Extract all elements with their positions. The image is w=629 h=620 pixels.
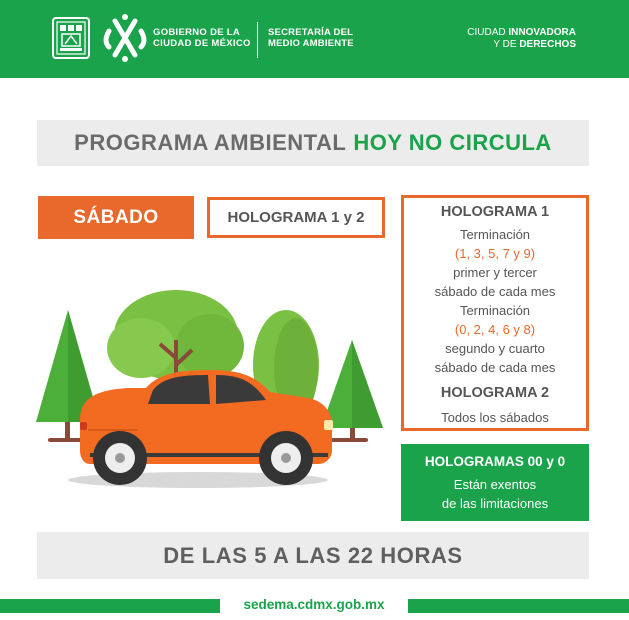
- exempt-line-2: de las limitaciones: [441, 496, 549, 511]
- terminacion-label-1: Terminación: [459, 227, 531, 242]
- title-banner: [37, 120, 589, 166]
- days-group-1-line-1: primer y tercer: [453, 265, 537, 280]
- sec-line-2: MEDIO AMBIENTE: [268, 38, 354, 49]
- days-group-2-line-2: sábado de cada mes: [434, 360, 556, 375]
- exempt-heading: HOLOGRAMAS 00 y 0: [424, 454, 566, 469]
- gov-line-2: CIUDAD DE MÉXICO: [153, 38, 251, 49]
- cdmx-logo-icon: [101, 13, 149, 63]
- days-group-2-line-1: segundo y cuarto: [445, 341, 545, 356]
- title-hoy-no-circula: HOY NO CIRCULA: [353, 130, 552, 155]
- days-group-1-line-2: sábado de cada mes: [434, 284, 556, 299]
- holo2-heading: HOLOGRAMA 2: [440, 385, 550, 401]
- car-and-trees-illustration: [28, 280, 398, 495]
- city-slogan: [467, 27, 576, 51]
- hologram-tag: HOLOGRAMA 1 y 2: [207, 197, 385, 238]
- gov-line-1: GOBIERNO DE LA: [153, 27, 241, 38]
- slogan-line-1-prefix: CIUDAD: [467, 27, 509, 38]
- sec-line-1: SECRETARÍA DEL: [268, 27, 354, 38]
- digits-group-1: (1, 3, 5, 7 y 9): [454, 246, 536, 261]
- exempt-line-1: Están exentos: [453, 477, 537, 492]
- terminacion-label-2: Terminación: [459, 303, 531, 318]
- slogan-line-1-bold: INNOVADORA: [508, 27, 576, 38]
- government-name: [153, 27, 251, 49]
- header-divider: [257, 22, 258, 58]
- hours-banner: DE LAS 5 A LAS 22 HORAS: [37, 532, 589, 579]
- holo2-text: Todos los sábados: [441, 410, 549, 425]
- secretariat-name: [268, 27, 354, 49]
- slogan-line-2-prefix: Y DE: [493, 39, 520, 50]
- footer-url: sedema.cdmx.gob.mx: [243, 597, 385, 612]
- footer-bar-right: [408, 599, 629, 613]
- title-program: PROGRAMA AMBIENTAL: [74, 130, 347, 155]
- coat-of-arms-icon: [52, 17, 90, 59]
- slogan-line-2-bold: DERECHOS: [519, 39, 576, 50]
- header-bar: [0, 0, 629, 78]
- digits-group-2: (0, 2, 4, 6 y 8): [454, 322, 536, 337]
- day-tag: SÁBADO: [38, 196, 194, 239]
- footer-bar-left: [0, 599, 220, 613]
- hologram-info-box: [401, 195, 589, 431]
- exempt-box: [401, 444, 589, 521]
- holo1-heading: HOLOGRAMA 1: [440, 204, 550, 220]
